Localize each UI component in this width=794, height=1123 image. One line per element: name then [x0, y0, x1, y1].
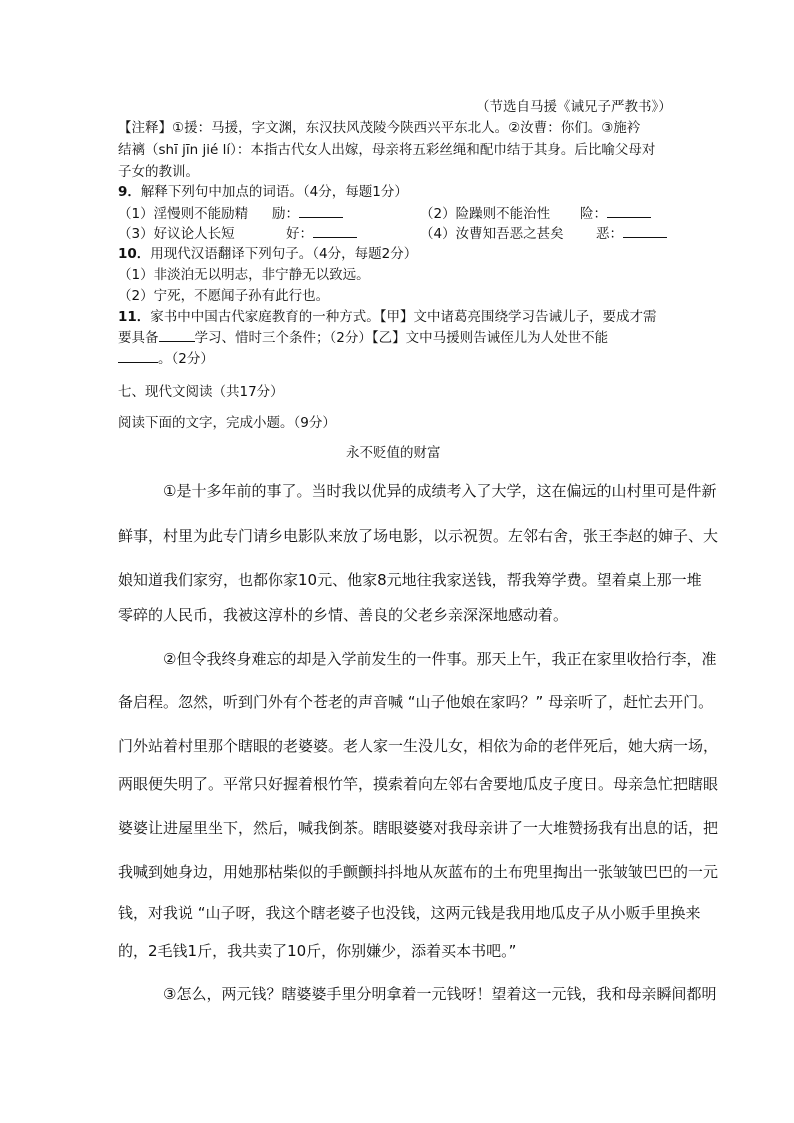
section-7-heading: 七、现代文阅读（共17分）	[118, 384, 284, 400]
q9-item-2-answer: 险：	[580, 203, 651, 225]
notes-line-2: 结褵（shī jīn jié lí）：本指古代女人出嫁，母亲将五彩丝绳和配巾结于其身。后比喻父母对	[118, 142, 656, 158]
reading-instruction: 阅读下面的文字，完成小题。（9分）	[118, 415, 336, 431]
article-line: 娘知道我们家穷，也都你家10元、他家8元地往我家送钱，帮我筹学费。望着桌上那一堆	[118, 571, 702, 589]
q10-item-2: （2）宁死，不愿闻子孙有此行也。	[118, 288, 330, 304]
q9-item-1: （1）淫慢则不能励精	[118, 206, 249, 222]
question-10-title: 10．用现代汉语翻译下列句子。（4分，每题2分）	[118, 246, 418, 262]
q9-item-4-answer: 恶：	[596, 223, 667, 245]
question-11-line-2: 要具备 学习、惜时三个条件；（2分）【乙】文中马援则告诫侄儿为人处世不能	[118, 327, 608, 349]
article-line: ②但令我终身难忘的却是入学前发生的一件事。那天上午，我正在家里收拾行李，准	[163, 650, 717, 668]
q9-item-3-answer: 好：	[286, 223, 357, 245]
article-line: ③怎么，两元钱？瞎婆婆手里分明拿着一元钱呀！望着这一元钱，我和母亲瞬间都明	[163, 985, 717, 1003]
article-line: 婆婆让进屋里坐下，然后，喊我倒茶。瞎眼婆婆对我母亲讲了一大堆赞扬我有出息的话，把	[118, 819, 719, 837]
notes-line-1: 【注释】①援：马援，字文渊，东汉扶风茂陵今陕西兴平东北人。②汝曹：你们。③施衿	[118, 120, 641, 136]
article-line: 的，2毛钱1斤，我共卖了10斤，你别嫌少，添着买本书吧。”	[118, 942, 517, 960]
article-line: 鲜事，村里为此专门请乡电影队来放了场电影，以示祝贺。左邻右舍，张王李赵的婶子、大	[118, 527, 719, 545]
article-line: 零碎的人民币，我被这淳朴的乡情、善良的父老乡亲深深地感动着。	[118, 606, 569, 624]
q9-item-2: （2）险躁则不能治性	[420, 206, 551, 222]
article-line: 备启程。忽然，听到门外有个苍老的声音喊 “山子他娘在家吗？” 母亲听了，赶忙去开门。	[118, 693, 714, 711]
q9-blank-1[interactable]	[299, 203, 343, 218]
q11-blank-2[interactable]	[118, 348, 158, 363]
article-line: ①是十多年前的事了。当时我以优异的成绩考入了大学，这在偏远的山村里可是件新	[163, 482, 717, 500]
article-title: 永不贬值的财富	[346, 445, 441, 461]
q9-item-4: （4）汝曹知吾恶之甚矣	[420, 226, 564, 242]
q9-blank-3[interactable]	[313, 223, 357, 238]
q9-item-3: （3）好议论人长短	[118, 226, 235, 242]
q9-item-1-answer: 励：	[272, 203, 343, 225]
question-11-line-3: 。（2分）	[118, 348, 214, 370]
article-line: 门外站着村里那个瞎眼的老婆婆。老人家一生没儿女，相依为命的老伴死后，她大病一场，	[118, 737, 719, 755]
q9-blank-4[interactable]	[623, 223, 667, 238]
source-citation: （节选自马援《诫兄子严教书》）	[476, 99, 672, 115]
question-11-line-1: 11．家书中中国古代家庭教育的一种方式。【甲】文中诸葛亮围绕学习告诫儿子，要成才需	[118, 309, 657, 325]
q9-blank-2[interactable]	[607, 203, 651, 218]
notes-line-3: 子女的教训。	[118, 164, 199, 180]
article-line: 我喊到她身边，用她那枯柴似的手颤颤抖抖地从灰蓝布的土布兜里掏出一张皱皱巴巴的一元	[118, 863, 719, 881]
q10-item-1: （1）非淡泊无以明志，非宁静无以致远。	[118, 267, 370, 283]
question-9-title: 9．解释下列句中加点的词语。（4分，每题1分）	[118, 184, 408, 200]
q11-blank-1[interactable]	[159, 327, 195, 342]
article-line: 两眼便失明了。平常只好握着根竹竿，摸索着向左邻右舍要地瓜皮子度日。母亲急忙把瞎眼	[118, 775, 719, 793]
article-line: 钱，对我说 “山子呀，我这个瞎老婆子也没钱，这两元钱是我用地瓜皮子从小贩手里换来	[118, 904, 701, 922]
